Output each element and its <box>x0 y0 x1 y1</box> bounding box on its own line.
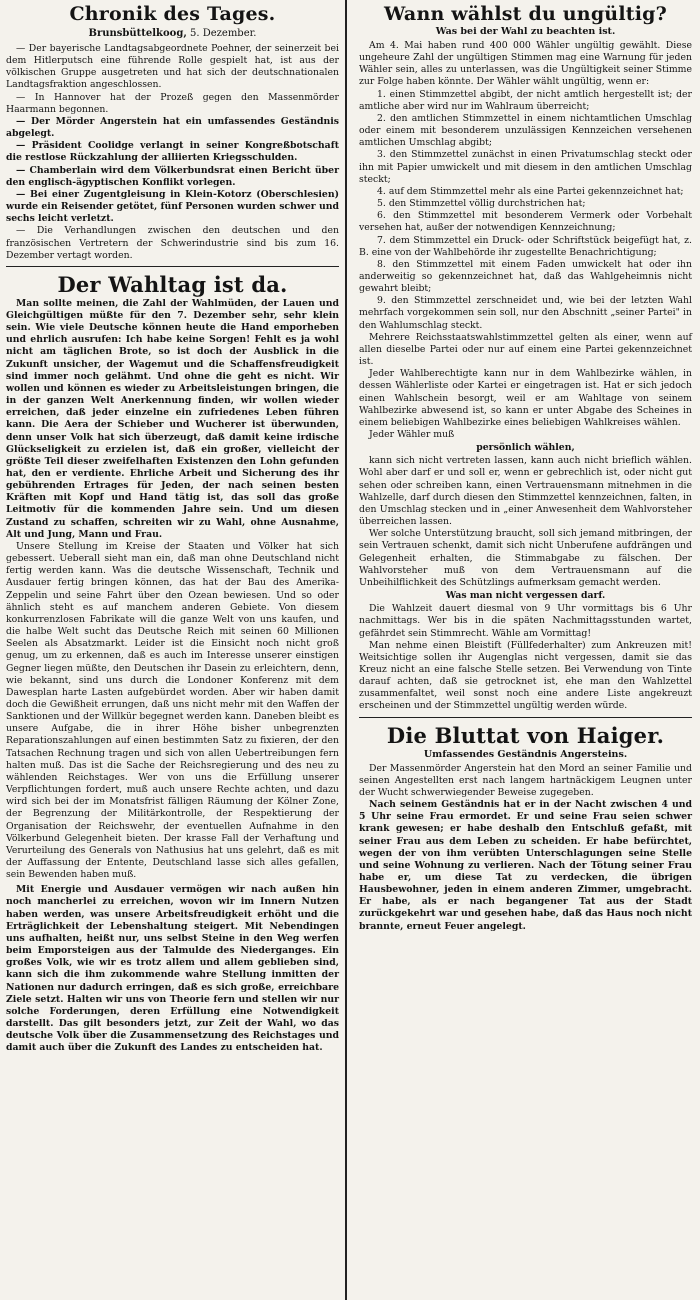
ungueltig-item: 3. den Stimmzettel zunächst in einen Privatumschlag steckt oder ihn mit Papier umwickelt und mit diesem in den amtlichen Umschlag steckt; <box>359 149 692 185</box>
ungueltig-intro: Am 4. Mai haben rund 400 000 Wähler ungültig gewählt. Diese ungeheure Zahl der ungültigen Stimmen mag eine Warnung für jeden Wähler sein, alles zu unterlassen, was die Ungültigkeit seiner Stimme zur Folge haben könnte. Der Wähler wählt ungültig, wenn er: <box>359 40 692 88</box>
ungueltig-paragraph: Jeder Wähler muß <box>369 429 455 440</box>
ungueltig-paragraph: Mehrere Reichsstaatswahlstimmzettel gelten als einer, wenn auf allen dieselbe Partei oder nur auf einem eine Partei gekennzeichnet ist. <box>359 331 692 368</box>
wahltag-paragraph: Mit Energie und Ausdauer vermögen wir nach außen hin noch mancherlei zu erreichen, wovon wir im Innern Nutzen haben werden, was unsere Arbeitsfreudigkeit erhöht und die Erträglichkeit der Lebenshaltung steigert. Mit Nebendingen uns aufhalten, heißt nur, uns selbst Steine in den Weg werfen beim Emporsteigen aus der Talmulde des Niederganges. Ein großes Volk, wie wir es trotz allem und allem geblieben sind, kann sich die ihm zukommende wahre Stellung inmitten der Nationen nur dadurch erringen, daß es sich große, erreichbare Ziele setzt. Halten wir uns von Theorie fern und stellen wir nur solche Forderungen, deren Erfüllung eine Notwendigkeit darstellt. Das gilt besonders jetzt, zur Zeit der Wahl, wo das deutsche Volk über die Zusammensetzung des Reichstages und damit auch über die Zukunft des Landes zu entscheiden hat. <box>6 884 339 1054</box>
bluttat-title: Die Bluttat von Haiger. <box>386 722 665 748</box>
bluttat-paragraph: Der Massenmörder Angerstein hat den Mord an seiner Familie und seinen Angestellten erst nach langem hartnäckigem Leugnen unter der Wucht schwerwiegender Beweise zugegeben. <box>359 762 692 798</box>
chronik-item: — In Hannover hat der Prozeß gegen den Massenmörder Haarmann begonnen. <box>6 91 339 115</box>
chronik-item: — Präsident Coolidge verlangt in seiner Kongreßbotschaft die restlose Rückzahlung der alliierten Kriegsschulden. <box>6 140 339 164</box>
chronik-place: Brunsbüttelkoog, <box>88 28 187 39</box>
ungueltig-item: 4. auf dem Stimmzettel mehr als eine Partei gekennzeichnet hat; <box>377 185 684 197</box>
chronik-date: 5. Dezember. <box>189 28 257 39</box>
ungueltig-item: 2. den amtlichen Stimmzettel in einem nichtamtlichen Umschlag oder einem mit besonderem unzulässigen Kennzeichen versehenen amtlichen Umschlag abgibt; <box>359 112 692 149</box>
bluttat-subtitle: Umfassendes Geständnis Angersteins. <box>423 748 628 760</box>
ungueltig-paragraph: Jeder Wahlberechtigte kann nur in dem Wahlbezirke wählen, in dessen Wählerliste oder Kartei er eingetragen ist. Hat er sich jedoch einen Wahlschein besorgt, weil er am Wahltage von seinem Wahlbezirke abwesend ist, so kann er unter Abgabe des Scheines in einem beliebigen Wahlbezirke eines beliebigen Wahlkreises wählen. <box>359 368 692 428</box>
ungueltig-item: 5. den Stimmzettel völlig durchstrichen hat; <box>377 198 586 210</box>
chronik-item: — Der Mörder Angerstein hat ein umfassendes Geständnis abgelegt. <box>6 115 339 140</box>
ungueltig-item: 8. den Stimmzettel mit einem Faden umwickelt hat oder ihn anderweitig so gekennzeichnet hat, daß das Wahlgeheimnis nicht gewahrt bleibt; <box>359 258 692 295</box>
ungueltig-item: 9. den Stimmzettel zerschneidet und, wie bei der letzten Wahl mehrfach vorgekommen sein soll, nur den Abschnitt „seiner Partei" in den Wahlumschlag steckt. <box>359 295 692 331</box>
ungueltig-subtitle: Was bei der Wahl zu beachten ist. <box>435 26 616 37</box>
ungueltig-subheading: Was man nicht vergessen darf. <box>445 590 606 602</box>
wahltag-paragraph: Man sollte meinen, die Zahl der Wahlmüden, der Lauen und Gleichgültigen müßte für den 7. Dezember sehr, sehr klein sein. Wie viele Deutsche können heute die Hand emporheben und ehrlich ausrufen: Ich habe keine Sorgen! Fehlt es ja wohl nicht am täglichen Brote, so ist doch der Ausblick in die Zukunft unsicher, der Wagemut und die Schaffensfreudigkeit sind immer noch gelähmt. Und ohne die geht es nicht. Wir wollen und können es wieder zu Arbeitsleistungen bringen, die in der ganzen Welt Anerkennung finden, wir wollen wieder erreichen, daß jeder einzelne ein zufriedenes Leben führen kann. Die Aera der Schieber und Wucherer ist überwunden, denn unser Volk hat sich überzeugt, daß damit keine irdische Glückseligkeit zu erzielen ist, daß ein großer, vielleicht der größte Teil dieser zweifelhaften Existenzen den Lohn gefunden hat, den er verdiente. Ehrliche Arbeit und Sicherung des ihr gebührenden Ertrages für Jeden, der nach seinen besten Kräften mit Kopf und Hand tätig ist, das soll das große Leitmotiv für die kommenden Jahre sein. Und um diesen Zustand zu schaffen, schreiten wir zu Wahl, ohne Ausnahme, Alt und Jung, Mann und Frau. <box>6 297 339 540</box>
ungueltig-title: Wann wählst du ungültig? <box>384 3 667 25</box>
wahltag-paragraph: Unsere Stellung im Kreise der Staaten und Völker hat sich gebessert. Ueberall sieht man ein, daß man ohne Deutschland nicht fertig werden kann. Was die deutsche Wissenschaft, Technik und Ausdauer fertig bringen können, das hat der Bau des Amerika-Zeppelin und seine Fahrt über den Ozean bewiesen. Und so oder ähnlich steht es auf manchem anderen Gebiete. Von diesem konkurrenzlosen Fabrikate will die ganze Welt von uns kaufen, und die halbe Welt sucht das Deutsche Reich mit seinen 60 Millionen Seelen als Absatzmarkt. Leider ist die Einsicht noch nicht groß genug, um zu erkennen, daß es auch im Interesse unserer einstigen Gegner liegen müßte, den Deutschen ihr Dasein zu erleichtern, denn, wie bekannt, sind uns durch die Londoner Konferenz mit dem Dawesplan harte Lasten aufgebürdet worden. Aber wir haben damit doch die Gewißheit errungen, daß uns nicht mehr mit den Waffen der Sanktionen und der Willkür begegnet werden kann. Daneben bleibt es unsere Aufgabe, die in ihrer Höhe bisher unbegrenzten Reparationszahlungen auf einen bestimmten Satz zu fixieren, der den Tatsachen Rechnung tragen und sich von allen Uebertreibungen fern halten muß. Das ist die Sache der Reichsregierung und des neu zu wählenden Reichstages. Wer von uns die Erfüllung unserer Verpflichtungen fordert, muß auch unsere Rechte achten, und dazu wird sich bei der im Monatsfrist fälligen Räumung der Kölner Zone, der Begrenzung der Militärkontrolle, der Respektierung der Organisation der Reichswehr, der eventuellen Aufnahme in den Völkerbund Gelegenheit bieten. Der krasse Fall der Verhaftung und Verurteilung des Generals von Nathusius hat uns gelehrt, daß es mit der Auffassung der Entente, Deutschland lasse sich alles gefallen, sein Bewenden haben muß. <box>6 540 339 881</box>
left-column <box>0 0 345 1300</box>
ungueltig-item: 1. einen Stimmzettel abgibt, der nicht amtlich hergestellt ist; der amtliche aber wird nur im Wahlraum überreicht; <box>359 88 692 112</box>
section-divider <box>6 266 339 267</box>
column-rule <box>345 0 347 1300</box>
chronik-dateline <box>6 28 339 40</box>
chronik-title: Chronik des Tages. <box>69 3 276 25</box>
ungueltig-paragraph: Wer solche Unterstützung braucht, soll sich jemand mitbringen, der sein Vertrauen schenkt, damit sich nicht Unberufene aufdrängen und Gelegenheit erhalten, die Stimmabgabe zu fälschen. Der Wahlvorsteher muß von dem Vertrauensmann auf die Unbeihilflichkeit des Schützlings aufmerksam gemacht werden. <box>359 528 692 588</box>
right-column <box>349 0 700 1300</box>
chronik-item: — Chamberlain wird dem Völkerbundsrat einen Bericht über den englisch-ägyptischen Konflikt vorlegen. <box>6 164 339 188</box>
chronik-item: — Die Verhandlungen zwischen den deutschen und den französischen Vertretern der Schwerindustrie sind bis zum 16. Dezember vertagt worden. <box>6 225 339 261</box>
ungueltig-paragraph: Man nehme einen Bleistift (Füllfederhalter) zum Ankreuzen mit! Weitsichtige sollen ihr Augenglas nicht vergessen, damit sie das Kreuz nicht an eine falsche Stelle setzen. Bei Verwendung von Tinte darauf achten, daß sie getrocknet ist, ehe man den Wahlzettel zusammenfaltet, weil sonst noch eine andere Liste angekreuzt erscheinen und der Stimmzettel ungültig werden würde. <box>359 639 692 712</box>
chronik-item: — Der bayerische Landtagsabgeordnete Poehner, der seinerzeit bei dem Hitlerputsch eine führende Rolle gespielt hat, ist aus der völkischen Gruppe ausgetreten und hat sich der deutschnationalen Landtagsfraktion angeschlossen. <box>6 43 339 91</box>
chronik-item: — Bei einer Zugentgleisung in Klein-Kotorz (Oberschlesien) wurde ein Reisender getötet, fünf Personen wurden schwer und sechs leicht verletzt. <box>6 188 339 225</box>
ungueltig-emphasis: persönlich wählen, <box>476 442 575 454</box>
ungueltig-paragraph: Die Wahlzeit dauert diesmal von 9 Uhr vormittags bis 6 Uhr nachmittags. Wer bis in die späten Nachmittagsstunden wartet, gefährdet sein Stimmrecht. Wähle am Vormittag! <box>359 603 692 639</box>
ungueltig-item: 7. dem Stimmzettel ein Druck- oder Schriftstück beigefügt hat, z. B. eine von der Wahlbehörde ihr zugestellte Benachrichtigung; <box>359 234 692 258</box>
ungueltig-paragraph: kann sich nicht vertreten lassen, kann auch nicht brieflich wählen. Wohl aber darf er und soll er, wenn er gebrechlich ist, oder nicht gut sehen oder schreiben kann, einen Vertrauensmann mitnehmen in die Wahlzelle, darf durch diesen den Stimmzettel kennzeichnen, falten, in den Umschlag stecken und in „einer Anwesenheit dem Wahlvorsteher überreichen lassen. <box>359 455 692 528</box>
section-divider <box>359 717 692 718</box>
bluttat-paragraph: Nach seinem Geständnis hat er in der Nacht zwischen 4 und 5 Uhr seine Frau ermordet. Er und seine Frau seien schwer krank gewesen; er habe deshalb den Entschluß gefaßt, mit seiner Frau aus dem Leben zu scheiden. Er habe befürchtet, wegen der von ihm verübten Unterschlagungen seine Stelle und seine Wohnung zu verlieren. Nach der Tötung seiner Frau habe er, um diese Tat zu verdecken, die übrigen Hausbewohner, jeden in einem anderen Zimmer, umgebracht. Er habe, als er nach begangener Tat aus der Stadt zurückgekehrt war und gesehen habe, daß das Haus noch nicht brannte, erneut Feuer angelegt. <box>359 799 692 932</box>
ungueltig-item: 6. den Stimmzettel mit besonderem Vermerk oder Vorbehalt versehen hat, außer der notwendigen Kennzeichnung; <box>359 210 692 234</box>
wahltag-title: Der Wahltag ist da. <box>57 271 288 297</box>
